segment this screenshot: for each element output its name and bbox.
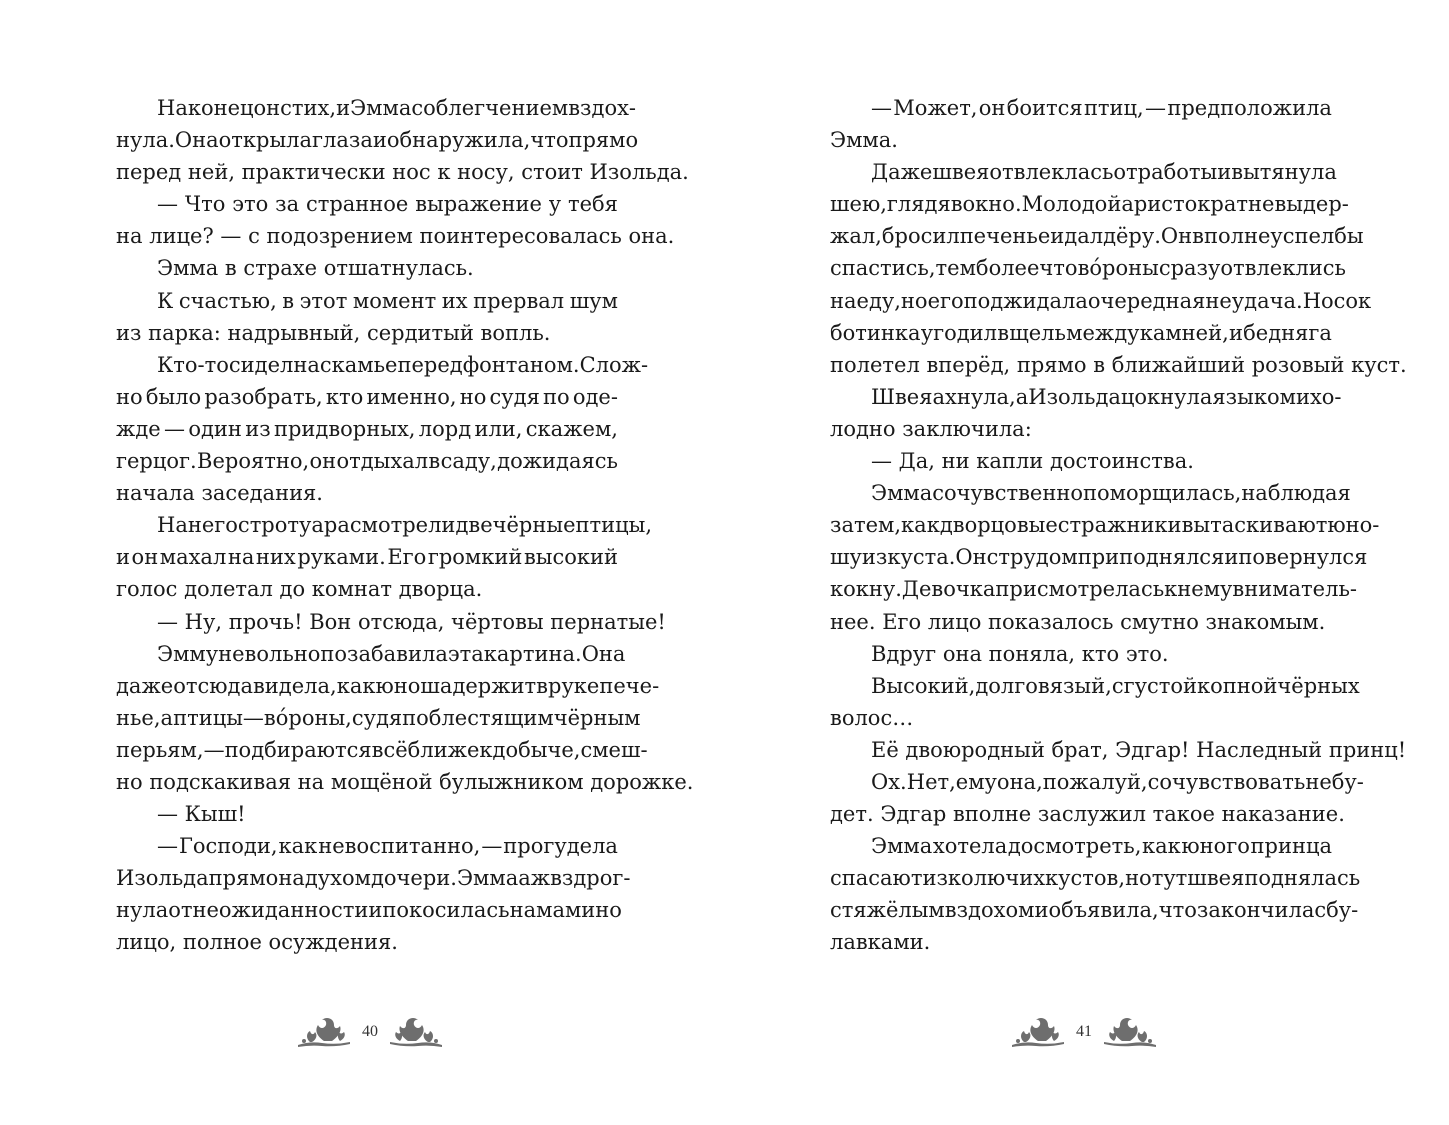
page-number-left: 40 — [362, 1023, 378, 1040]
text-line: Эмму невольно позабавила эта картина. Она — [157, 641, 626, 666]
text-line: — Может, он боится птиц, — предположила — [871, 96, 1332, 120]
text-line: — Ну, прочь! Вон отсюда, чёртовы пернатые! — [157, 609, 666, 634]
text-line: даже отсюда видела, как юноша держит в руке пече- — [116, 673, 660, 698]
text-line: — Кыш! — [157, 802, 246, 827]
floral-ornament-icon — [388, 1015, 444, 1049]
text-line: шею, глядя в окно. Молодой аристократ не выдер- — [830, 192, 1349, 217]
right-page-text — [830, 92, 1407, 959]
text-line: ботинка угодил в щель между камней, и бедняга — [830, 320, 1332, 345]
text-line: лодно заключила: — [830, 416, 1032, 441]
text-line: нье, а птицы — во́роны, судя по блестящим чёрным — [116, 705, 641, 730]
text-line: шу из куста. Он с трудом приподнялся и повернулся — [830, 545, 1368, 570]
text-line: нее. Его лицо показалось смутно знакомым. — [830, 609, 1326, 634]
floral-ornament-icon — [1010, 1015, 1066, 1049]
text-line: Вдруг она поняла, кто это. — [871, 641, 1169, 666]
text-line: но было разобрать, кто именно, но судя по оде- — [116, 384, 618, 409]
text-line: лицо, полное осуждения. — [116, 930, 398, 955]
text-line: на лице? — с подозрением поинтересовалась она. — [116, 224, 675, 249]
text-line: перед ней, практически нос к носу, стоит Изольда. — [116, 160, 689, 185]
text-line: за тем, как дворцовые стражники вытаскивают юно- — [830, 513, 1380, 538]
text-line: жде — один из придворных, лорд или, скажем, — [116, 416, 618, 441]
text-line: На него с тротуара смотрели две чёрные птицы, — [157, 513, 653, 538]
text-line: Эмма хотела досмотреть, как юного принца — [871, 834, 1332, 859]
text-line: перьям, — подбираются всё ближе к добыче, смеш- — [116, 737, 648, 762]
text-line: Эмма сочувственно поморщилась, наблюдая — [871, 481, 1351, 506]
floral-ornament-icon — [296, 1015, 352, 1049]
text-line: дет. Эдгар вполне заслужил такое наказание. — [830, 802, 1345, 827]
text-line: с тяжёлым вздохом и объявила, что закончила с бу- — [830, 898, 1359, 923]
text-line: спасают из колючих кустов, но тут швея поднялась — [830, 866, 1361, 891]
left-page-folio — [290, 1010, 450, 1054]
text-line: Даже швея отвлеклась от работы и вытянула — [871, 160, 1337, 185]
text-line: из парка: надрывный, сердитый вопль. — [116, 320, 551, 345]
text-line: — Господи, как невоспитанно, — прогудела — [157, 834, 618, 859]
text-line: Наконец он стих, и Эмма с облегчением вздох- — [157, 96, 637, 120]
right-page-folio — [1004, 1010, 1164, 1054]
text-line: к окну. Девочка присмотрелась к нему вниматель- — [830, 577, 1357, 602]
floral-ornament-icon — [1102, 1015, 1158, 1049]
text-line: — Что это за странное выражение у тебя — [157, 192, 618, 217]
text-line: Кто-то сидел на скамье перед фонтаном. Слож- — [157, 352, 649, 377]
text-line: герцог. Вероятно, он отдыхал в саду, дожидаясь — [116, 449, 618, 474]
left-page-text — [116, 92, 694, 959]
text-line: Высокий, долговязый, с густой копной чёрных — [871, 673, 1360, 698]
text-line: на еду, но его поджидала очередная неудача. Носок — [830, 288, 1372, 313]
text-line: но подскакивая на мощёной булыжником дорожке. — [116, 769, 694, 794]
text-line: жал, бросил печенье и дал дёру. Он вполне успел бы — [830, 224, 1364, 249]
text-line: К счастью, в этот момент их прервал шум — [157, 288, 618, 313]
text-line: начала заседания. — [116, 481, 323, 506]
text-line: нула. Она открыла глаза и обнаружила, что прямо — [116, 128, 639, 153]
text-line: Изольда прямо над ухом дочери. Эмма аж вздрог- — [116, 866, 631, 891]
text-line: полетел вперёд, прямо в ближайший розовый куст. — [830, 352, 1407, 377]
text-line: голос долетал до комнат дворца. — [116, 577, 483, 602]
text-line: волос… — [830, 705, 914, 730]
page-number-right: 41 — [1076, 1023, 1092, 1040]
text-line: Эмма. — [830, 128, 898, 153]
text-line: Ох. Нет, ему она, пожалуй, сочувствовать не бу- — [871, 769, 1364, 794]
text-line: нула от неожиданности и покосилась на мамино — [116, 898, 622, 923]
text-line: Её двоюродный брат, Эдгар! Наследный принц! — [871, 737, 1407, 762]
text-line: Швея ахнула, а Изольда цокнула языком и хо- — [871, 384, 1342, 409]
text-line: и он махал на них руками. Его громкий высокий — [116, 545, 618, 570]
text-line: лавками. — [830, 930, 931, 955]
text-line: спастись, тем более что во́роны сразу отвлеклись — [830, 256, 1346, 281]
text-line: — Да, ни капли достоинства. — [871, 449, 1194, 474]
text-line: Эмма в страхе отшатнулась. — [157, 256, 474, 281]
